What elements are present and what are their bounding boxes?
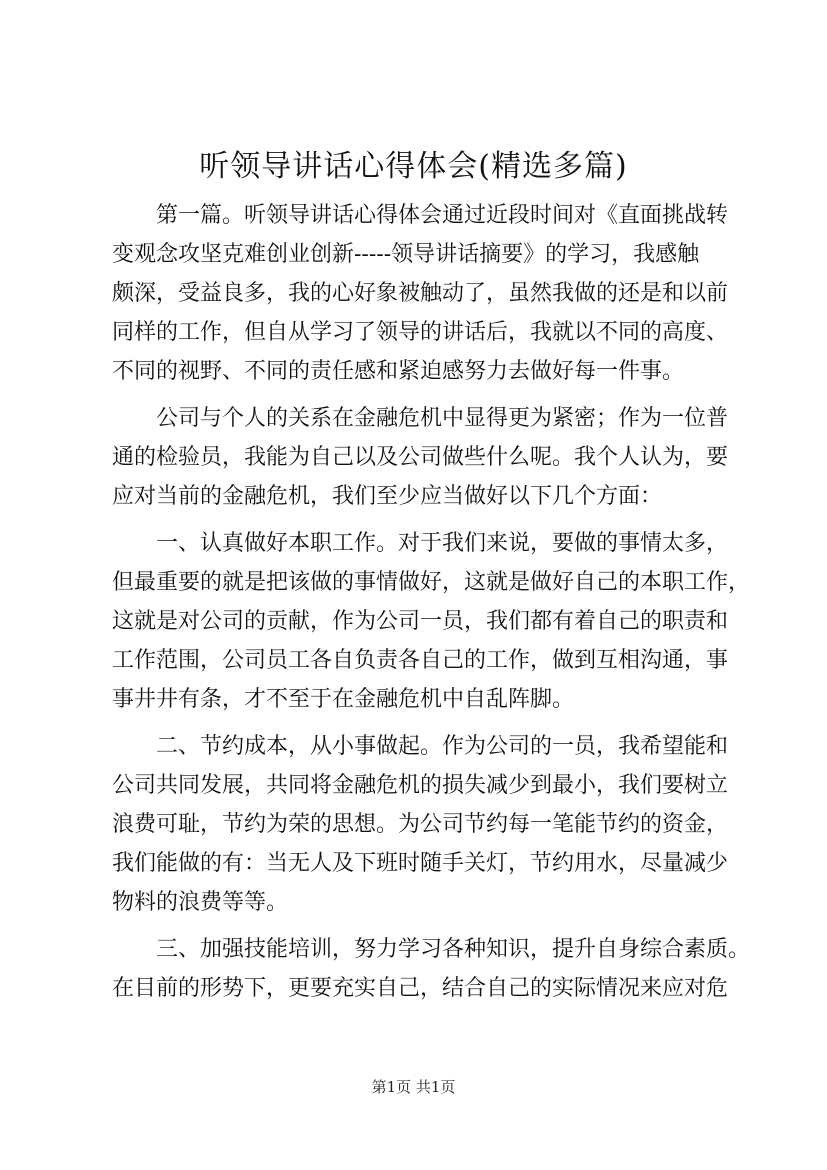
text-line: 这就是对公司的贡献，作为公司一员，我们都有着自己的职责和 bbox=[112, 609, 729, 634]
text-line: 浪费可耻，节约为荣的思想。为公司节约每一笔能节约的资金， bbox=[112, 812, 729, 837]
text-line: 第一篇。听领导讲话心得体会通过近段时间对《直面挑战转 bbox=[112, 203, 729, 228]
text-line: 变观念攻坚克难创业创新-----领导讲话摘要》的学习，我感触 bbox=[112, 242, 700, 267]
document-title: 听领导讲话心得体会(精选多篇) bbox=[199, 149, 628, 184]
page-footer: 第1页 共1页 bbox=[371, 1078, 456, 1096]
text-line: 我们能做的有：当无人及下班时随手关灯，节约用水，尽量减少 bbox=[112, 851, 729, 876]
text-line: 不同的视野、不同的责任感和紧迫感努力去做好每一件事。 bbox=[112, 359, 685, 384]
paragraph bbox=[112, 196, 738, 391]
text-line: 事井井有条，才不至于在金融危机中自乱阵脚。 bbox=[112, 687, 575, 712]
text-line: 应对当前的金融危机，我们至少应当做好以下几个方面： bbox=[112, 484, 663, 509]
paragraph bbox=[112, 930, 751, 1008]
text-line: 同样的工作，但自从学习了领导的讲话后，我就以不同的高度、 bbox=[112, 320, 729, 345]
text-line: 公司共同发展，共同将金融危机的损失减少到最小，我们要树立 bbox=[112, 773, 729, 798]
paragraph bbox=[112, 727, 738, 922]
text-line: 公司与个人的关系在金融危机中显得更为紧密；作为一位普 bbox=[112, 406, 729, 431]
text-line: 物料的浪费等等。 bbox=[112, 890, 289, 915]
text-line: 颇深，受益良多，我的心好象被触动了，虽然我做的还是和以前 bbox=[112, 281, 729, 306]
text-line: 二、节约成本，从小事做起。作为公司的一员，我希望能和 bbox=[112, 734, 729, 759]
text-line: 三、加强技能培训，努力学习各种知识，提升自身综合素质。 bbox=[112, 937, 751, 962]
paragraph bbox=[112, 399, 738, 516]
text-line: 工作范围，公司员工各自负责各自己的工作，做到互相沟通，事 bbox=[112, 648, 729, 673]
text-line: 在目前的形势下，更要充实自己，结合自己的实际情况来应对危 bbox=[112, 976, 729, 1001]
text-line: 一、认真做好本职工作。对于我们来说，要做的事情太多， bbox=[112, 531, 729, 556]
text-line: 但最重要的就是把该做的事情做好，这就是做好自己的本职工作， bbox=[112, 570, 751, 595]
text-line: 通的检验员，我能为自己以及公司做些什么呢。我个人认为，要 bbox=[112, 445, 729, 470]
document-body bbox=[112, 196, 751, 1008]
paragraph bbox=[112, 524, 751, 719]
